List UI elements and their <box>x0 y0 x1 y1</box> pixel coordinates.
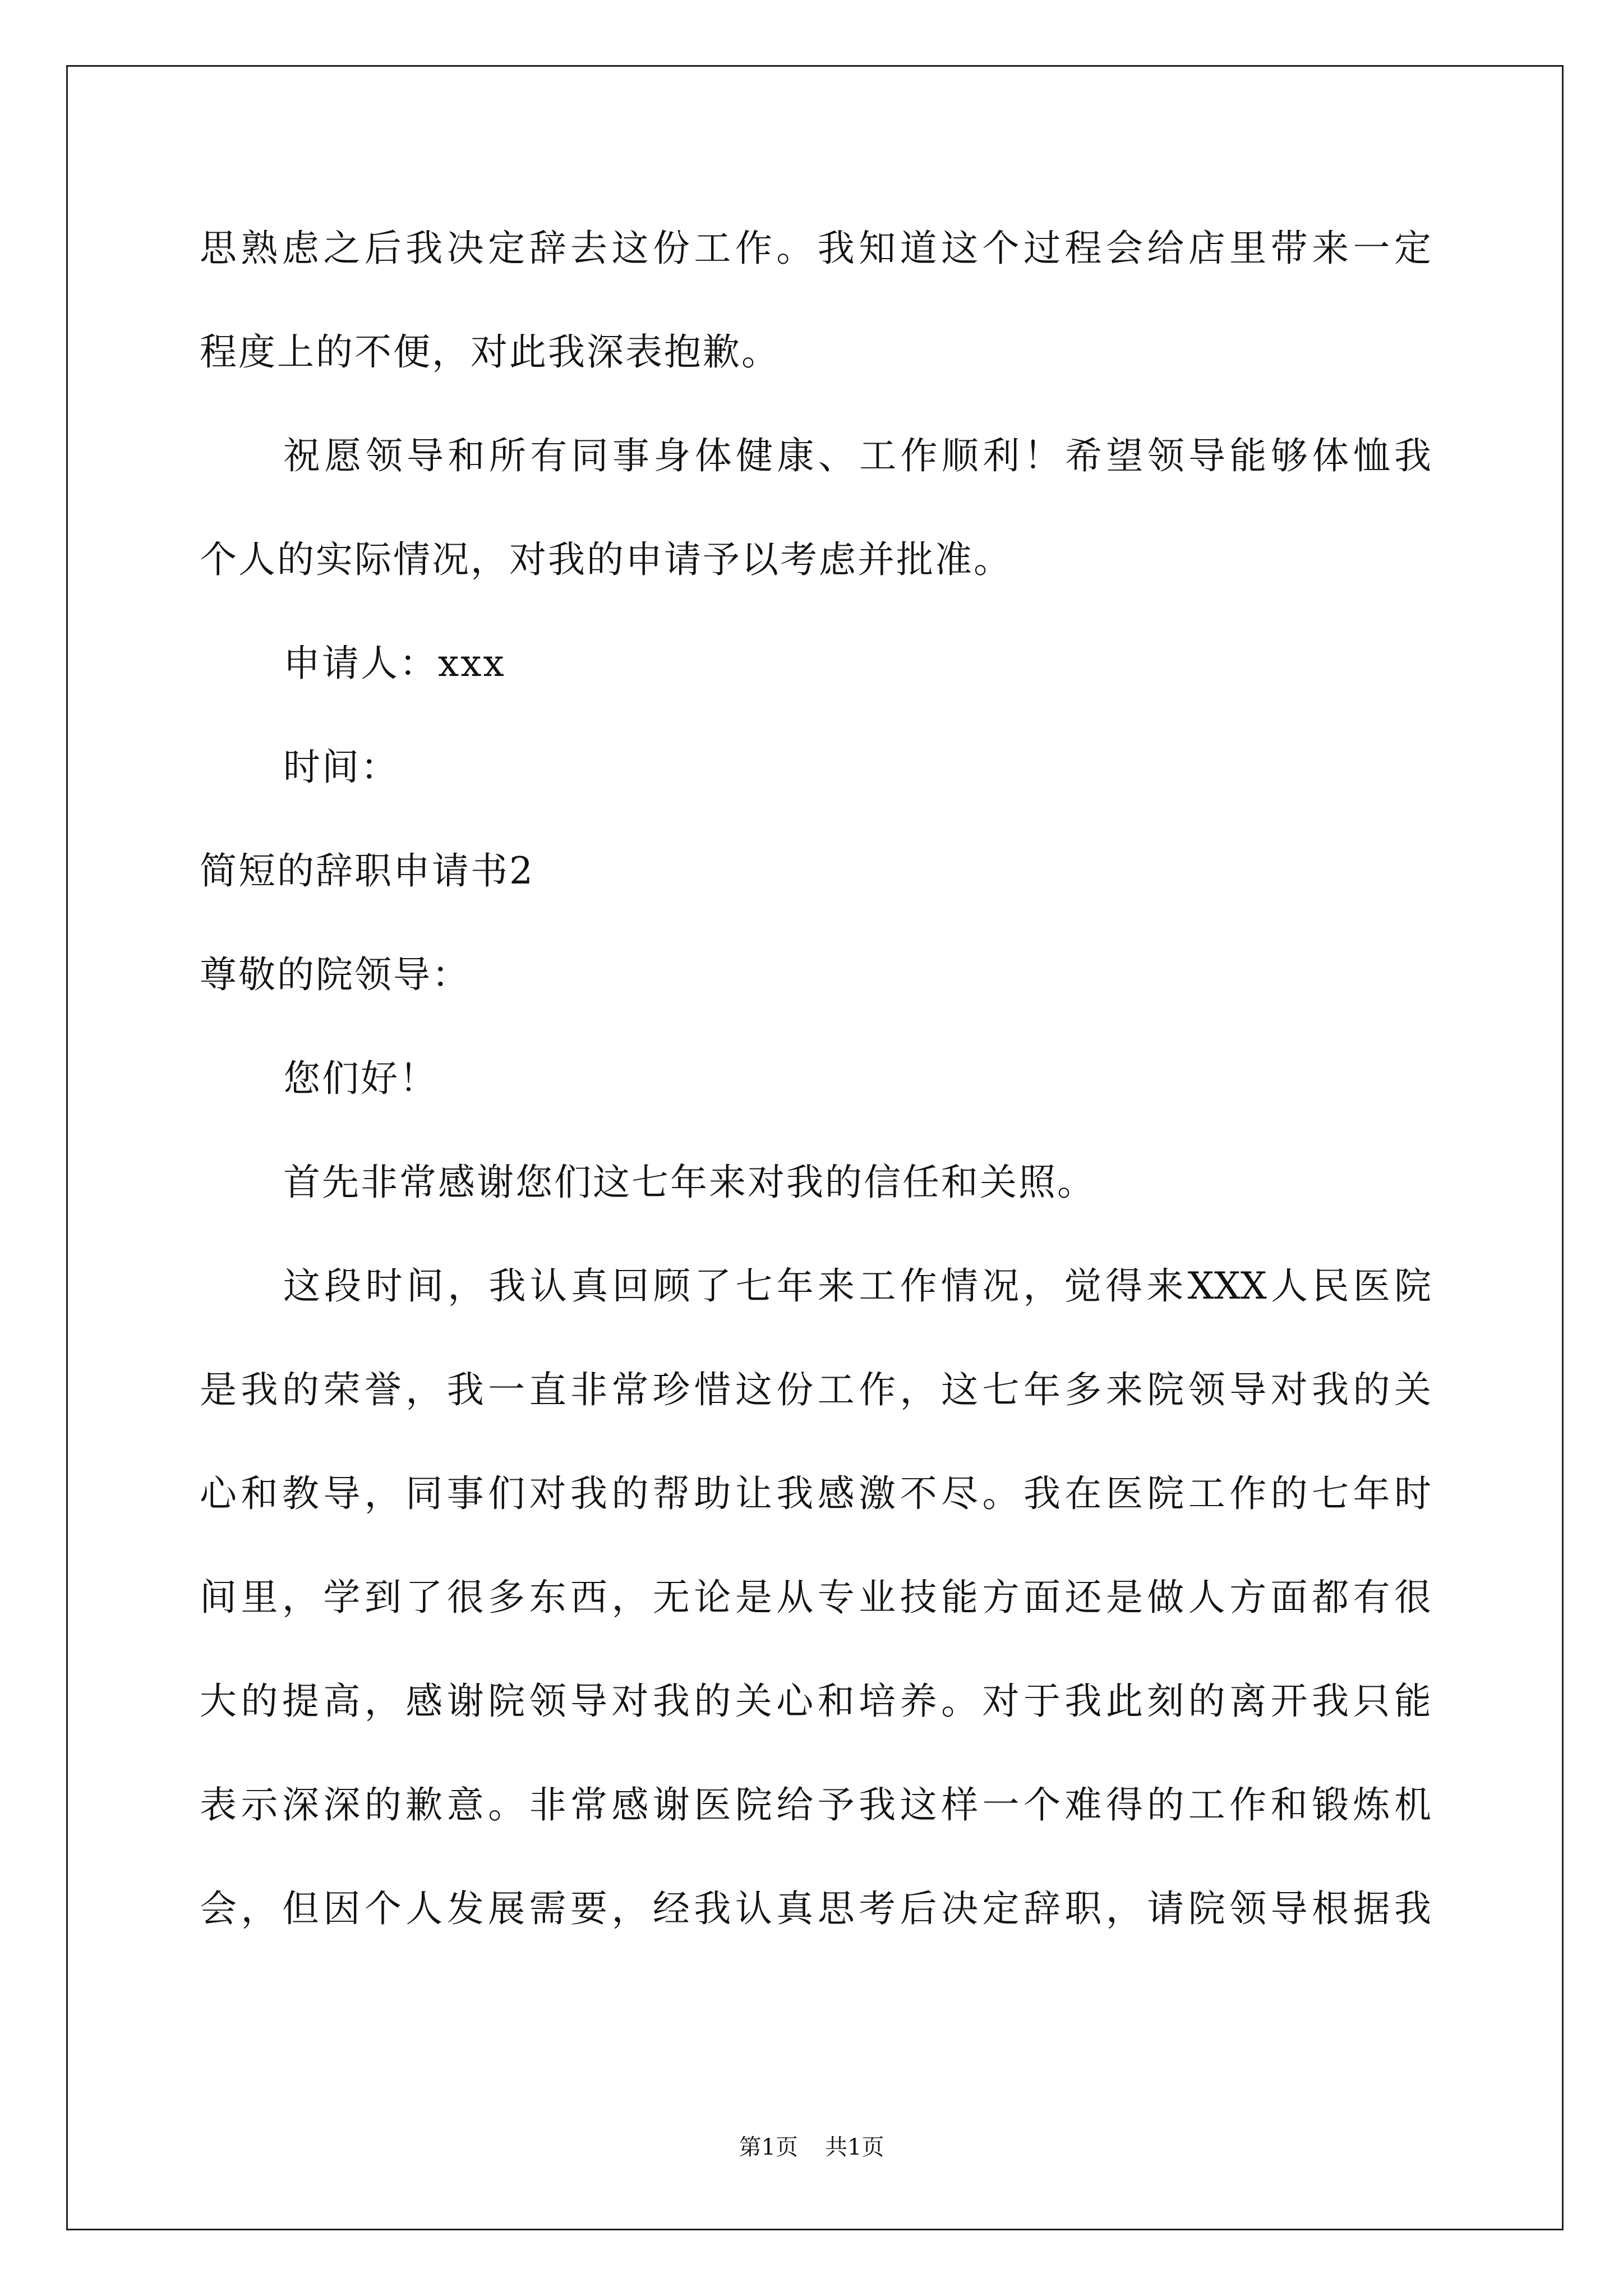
page-number-total: 共1页 <box>825 2134 884 2160</box>
body-line-17: 会，但因个人发展需要，经我认真思考后决定辞职，请院领导根据我 <box>200 1887 1431 1930</box>
body-line-11: 这段时间，我认真回顾了七年来工作情况，觉得来XXX人民医院 <box>283 1264 1431 1308</box>
body-line-15: 大的提高，感谢院领导对我的关心和培养。对于我此刻的离开我只能 <box>200 1680 1431 1723</box>
body-line-12: 是我的荣誉，我一直非常珍惜这份工作，这七年多来院领导对我的关 <box>200 1368 1431 1411</box>
page-number-current: 第1页 <box>739 2134 798 2160</box>
body-line-3: 祝愿领导和所有同事身体健康、工作顺利！希望领导能够体恤我 <box>283 434 1431 477</box>
body-line-10: 首先非常感谢您们这七年来对我的信任和关照。 <box>283 1161 1096 1204</box>
body-line-2: 程度上的不便，对此我深表抱歉。 <box>200 330 780 374</box>
applicant-line: 申请人：xxx <box>283 642 506 685</box>
page-footer <box>0 2136 1623 2159</box>
greeting: 您们好！ <box>283 1057 438 1100</box>
body-line-1: 思熟虑之后我决定辞去这份工作。我知道这个过程会给店里带来一定 <box>200 227 1431 270</box>
section-title: 简短的辞职申请书2 <box>200 849 534 892</box>
body-line-4: 个人的实际情况，对我的申请予以考虑并批准。 <box>200 538 1012 581</box>
body-line-16: 表示深深的歉意。非常感谢医院给予我这样一个难得的工作和锻炼机 <box>200 1783 1431 1826</box>
body-line-14: 间里，学到了很多东西，无论是从专业技能方面还是做人方面都有很 <box>200 1576 1431 1619</box>
body-line-13: 心和教导，同事们对我的帮助让我感激不尽。我在医院工作的七年时 <box>200 1472 1431 1515</box>
salutation: 尊敬的院领导： <box>200 953 471 996</box>
date-line: 时间： <box>283 746 399 789</box>
